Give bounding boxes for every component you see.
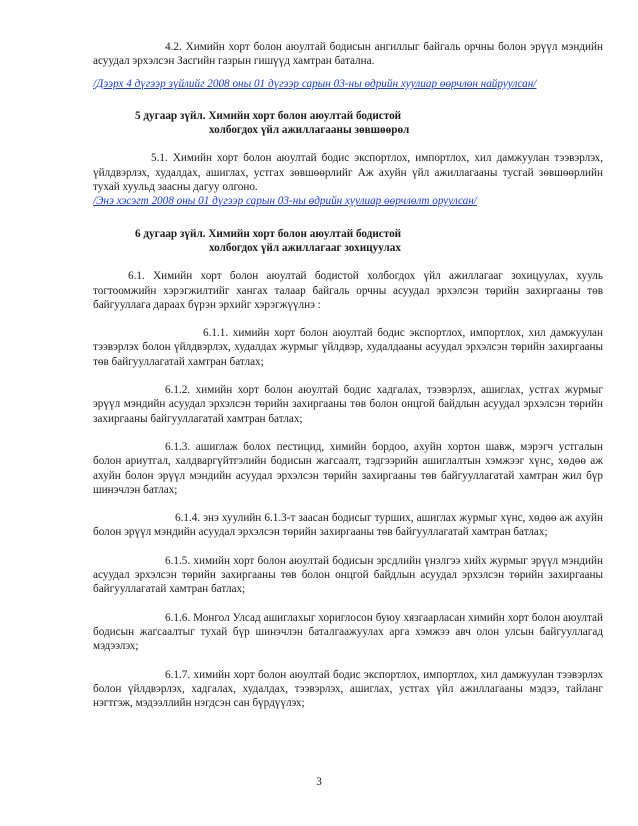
paragraph-6-1-2: 6.1.2. химийн хорт болон аюултай бодис хадгалах, тээвэрлэх, ашиглах, устгах журмыг эрүүл мэндийн асуудал эрхэлсэн төрийн захиргааны төв болон онцгой байдлын асуудал эрхэлсэн төрийн захиргааны байгууллагатай хамтран батлах; [93, 384, 603, 425]
article-6-heading [135, 227, 603, 256]
article-6-heading-line2: холбогдох үйл ажиллагааг зохицуулах [209, 241, 401, 254]
article-5-heading [135, 109, 603, 138]
paragraph-6-1-7: 6.1.7. химийн хорт болон аюултай бодис экспортлох, импортлох, хил дамжуулан тээвэрлэх болон үйлдвэрлэх, хадгалах, худалдах, тээвэрлэх, ашиглах, устгах үйл ажиллагааны мэдээ, тайланг нэгтгэж, мэдээллийн нэгдсэн сан бүрдүүлэх; [93, 668, 603, 710]
paragraph-6-1-5: 6.1.5. химийн хорт болон аюултай бодисын эрсдлийн үнэлгээ хийх журмыг эрүүл мэндийн асуудал эрхэлсэн төрийн захиргааны төв болон онцгой байдлын асуудал эрхэлсэн төрийн захиргааны байгууллагатай хамтран батлах; [93, 554, 603, 596]
document-body [93, 40, 603, 710]
paragraph-5-1: 5.1. Химийн хорт болон аюултай бодис экспортлох, импортлох, хил дамжуулан тээвэрлэх, үйлдвэрлэх, худалдах, ашиглах, устгах зөвшөөрлийг Аж ахуйн үйл ажиллагааны тусгай зөвшөөрлийн тухай хуульд заасны дагуу олгоно. [93, 152, 603, 194]
paragraph-6-1-3: 6.1.3. ашиглаж болох пестицид, химийн бордоо, ахуйн хортон шавж, мэрэгч устгалын болон ариутгал, халдваргүйтгэлийн бодисын жагсаалт, тэдгээрийн ашиглалтын хэмжээг хүнс, хөдөө аж ахуйн болон эрүүл мэндийн асуудал эрхэлсэн төрийн захиргааны төв байгууллагатай хамтран жил бүр шинэчлэн батлах; [93, 440, 603, 496]
amendment-note-1[interactable]: /Дээрх 4 дүгээр зүйлийг 2008 оны 01 дүгээр сарын 03-ны өдрийн хуулиар өөрчлөн найруулсан/ [93, 77, 537, 90]
page-number: 3 [316, 776, 322, 788]
amendment-note-2[interactable]: /Энэ хэсэгт 2008 оны 01 дүгээр сарын 03-ны өдрийн хуулиар өөрчлөлт оруулсан/ [93, 195, 477, 208]
article-5-heading-line1: 5 дугаар зүйл. Химийн хорт болон аюултай бодистой [135, 109, 402, 122]
paragraph-4-2: 4.2. Химийн хорт болон аюултай бодисын ангиллыг байгаль орчны болон эрүүл мэндийн асуудал эрхэлсэн Засгийн газрын гишүүд хамтран батална. [93, 41, 603, 68]
paragraph-6-1-4: 6.1.4. энэ хуулийн 6.1.3-т заасан бодисыг турших, ашиглах журмыг хүнс, хөдөө аж ахуйн болон эрүүл мэндийн асуудал эрхэлсэн төрийн захиргааны төв байгууллагатай хамтран батлах; [93, 512, 603, 539]
paragraph-6-1: 6.1. Химийн хорт болон аюултай бодистой холбогдох үйл ажиллагааг зохицуулах, хууль тогтоомжийн хэрэгжилтийг хангах талаар байгаль орчны асуудал эрхэлсэн төрийн захиргааны төв байгууллага дараах бүрэн эрхийг хэрэгжүүлнэ : [93, 270, 603, 311]
paragraph-6-1-6: 6.1.6. Монгол Улсад ашиглахыг хориглосон буюу хязгаарласан химийн хорт болон аюултай бодисын жагсаалтыг тухай бүр шинэчлэн баталгаажуулах арга хэмжээ авч олон улсын байгууллагад мэдээлэх; [93, 611, 603, 653]
article-6-heading-line1: 6 дугаар зүйл. Химийн хорт болон аюултай бодистой [135, 227, 402, 240]
paragraph-6-1-1: 6.1.1. химийн хорт болон аюултай бодис экспортлох, импортлох, хил дамжуулан тээвэрлэх болон үйлдвэрлэх, худалдах журмыг үйлдвэр, худалдааны асуудал эрхэлсэн төрийн захиргааны төв байгууллагатай хамтран батлах; [93, 327, 603, 368]
article-5-heading-line2: холбогдох үйл ажиллагааны зөвшөөрөл [209, 124, 410, 137]
